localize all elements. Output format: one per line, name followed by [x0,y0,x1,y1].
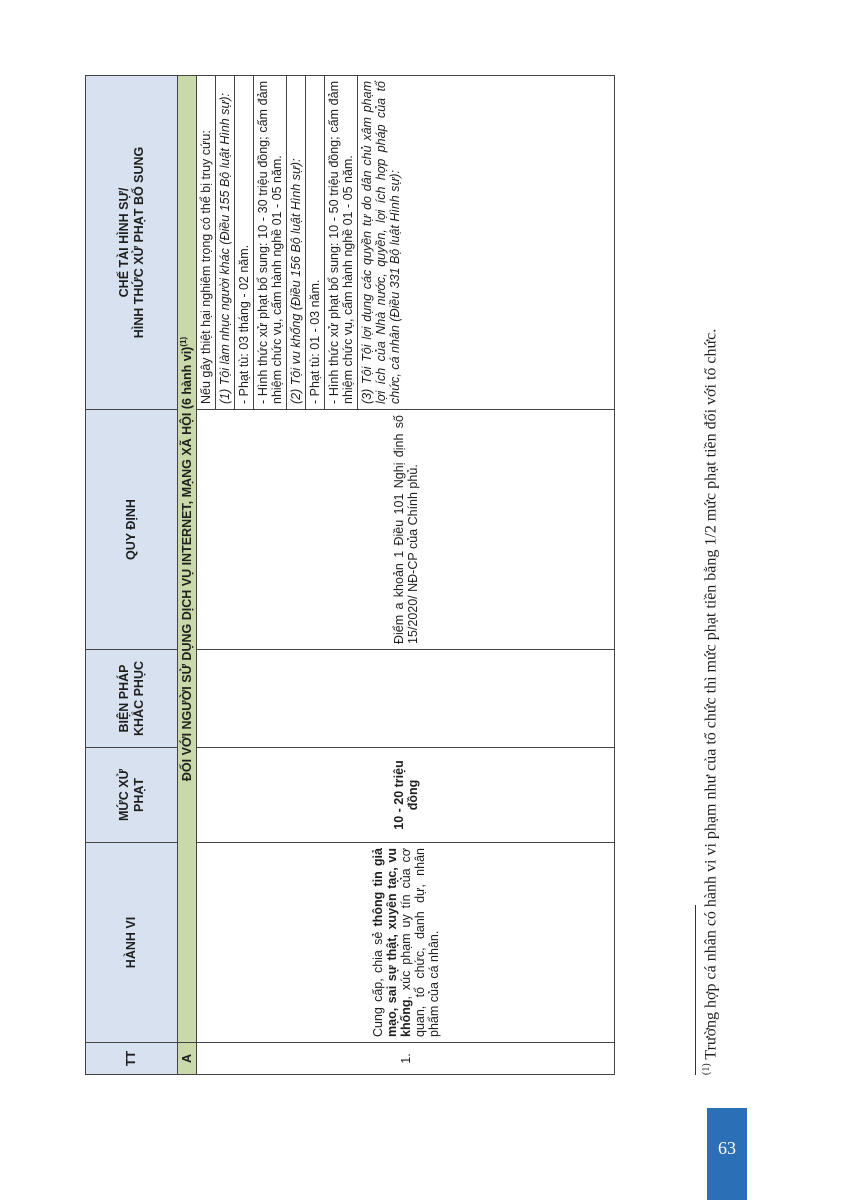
header-row [86,76,178,1075]
behavior-text-1: Cung cấp, chia sẻ [370,926,385,1037]
criminal-sanction-line: - Phạt tù: 03 tháng - 02 năm. [235,76,254,409]
behavior-bold-text: thông tin giả mạo, sai sự thật, xuyên tạc, vu khống [370,848,413,1037]
section-title-cell [178,76,197,1043]
section-title: ĐỐI VỚI NGƯỜI SỬ DỤNG DỊCH VỤ INTERNET, MẠNG XÃ HỘI (6 hành vi) [180,346,195,782]
row-number: 1. [197,1043,615,1075]
remedy-cell [197,650,615,748]
header-che-tai [86,76,178,410]
criminal-sanction-line: (1) Tội làm nhục người khác (Điều 155 Bộ luật Hình sự): [216,76,235,409]
behavior-text-2: , xúc phạm uy tín của cơ quan, tổ chức, danh dự, nhân phẩm của cá nhân. [398,848,441,1037]
penalty-table [85,75,615,1075]
regulation-cell: Điểm a khoản 1 Điều 101 Nghị định số 15/2020/ NĐ-CP của Chính phủ. [197,410,615,650]
footnote-text: Trường hợp cá nhân có hành vi vi phạm như của tổ chức thì mức phạt tiền bằng 1/2 mức phạt tiền đối với tổ chức. [702,328,720,1060]
header-che-tai-line2: HÌNH THỨC XỬ PHẠT BỔ SUNG [131,146,146,339]
section-footnote-mark: (1) [179,336,189,347]
criminal-sanction-cell [197,76,615,410]
page-number-box [707,1108,747,1200]
criminal-sanction-lines [197,76,404,409]
section-row [178,76,197,1075]
penalty-amount: 10 - 20 triệu đồng [197,748,615,843]
header-bien-phap: BIỆN PHÁP KHẮC PHỤC [86,650,178,748]
footnote [701,75,720,1075]
criminal-sanction-line: (3) Tội Tội lợi dụng các quyền tự do dân chủ xâm phạm lợi ích của Nhà nước, quyền, lợi ích hợp pháp của tổ chức, cá nhân (Điều 331 Bộ luật Hình sự): [360,81,402,404]
section-letter: A [178,1043,197,1075]
header-che-tai-line1: CHẾ TÀI HÌNH SỰ/ [116,187,131,298]
footnote-mark: (1) [701,1063,712,1075]
behavior-cell [197,843,615,1043]
page-number: 63 [718,1138,736,1158]
table-row [197,76,615,1075]
criminal-sanction-line: Nếu gây thiệt hại nghiêm trọng có thể bị truy cứu: [197,76,216,409]
footnote-divider [695,905,696,1075]
criminal-sanction-line: - Hình thức xử phạt bổ sung: 10 - 30 triệu đồng; cấm đảm nhiệm chức vụ, cấm hành nghề 01 - 05 năm. [254,76,287,409]
criminal-sanction-line: - Hình thức xử phạt bổ sung: 10 - 50 triệu đồng; cấm đảm nhiệm chức vụ, cấm hành nghề 01 - 05 năm. [325,76,358,409]
header-hanh-vi: HÀNH VI [86,843,178,1043]
header-tt: TT [86,1043,178,1075]
criminal-sanction-line: (2) Tội vu khống (Điều 156 Bộ luật Hình sự): [287,76,306,409]
header-muc-xu-phat: MỨC XỬ PHẠT [86,748,178,843]
header-quy-dinh: QUY ĐỊNH [86,410,178,650]
rotated-page-content [85,75,720,1075]
criminal-sanction-line: - Phạt tù: 01 - 03 năm. [306,76,325,409]
